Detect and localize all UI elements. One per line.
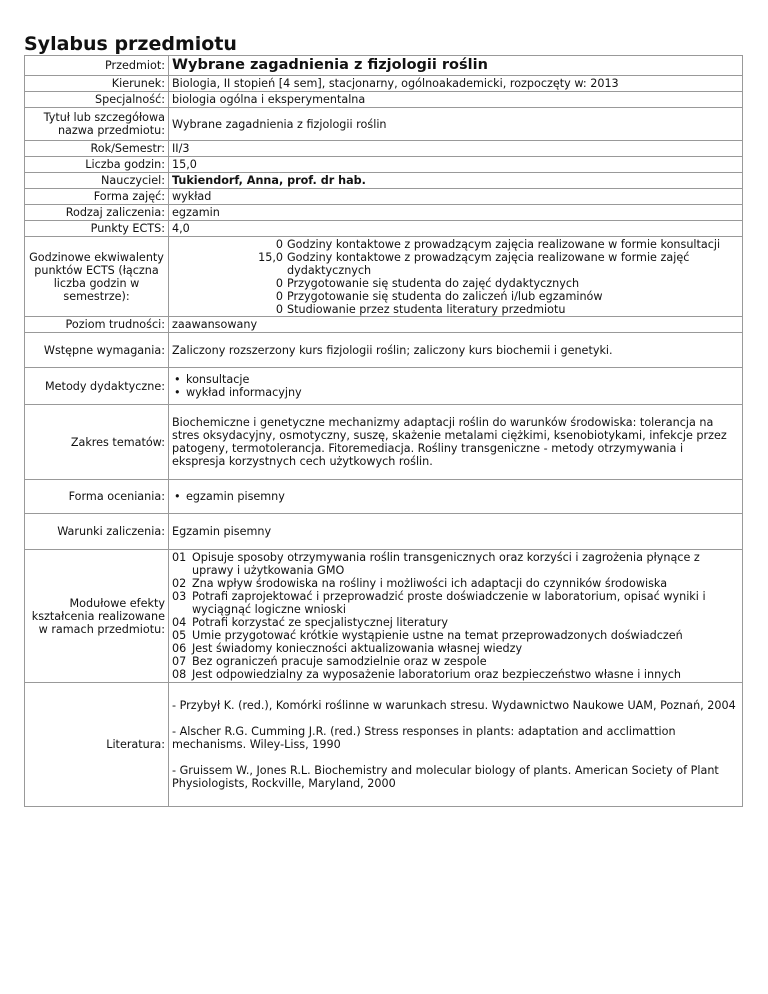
row-godziny: [25, 237, 743, 317]
value-metody: [169, 368, 743, 405]
label-przedmiot: Przedmiot:: [25, 56, 169, 76]
label-rodzaj-zaliczenia: Rodzaj zaliczenia:: [25, 205, 169, 221]
row-metody: [25, 368, 743, 405]
outcome-item: 04 Potrafi korzystać ze specjalistycznej literatury: [172, 616, 449, 629]
label-nauczyciel: Nauczyciel:: [25, 173, 169, 189]
label-specjalnosc: Specjalność:: [25, 92, 169, 108]
hours-item: 0 Przygotowanie się studenta do zajęć dydaktycznych: [275, 276, 580, 290]
value-godziny: [169, 237, 743, 317]
row-efekty: [25, 550, 743, 683]
value-forma-zajec: wykład: [169, 189, 743, 205]
label-efekty: Modułowe efekty kształcenia realizowane w ramach przedmiotu:: [25, 550, 169, 683]
row-forma-zajec: [25, 189, 743, 205]
hours-item: 0 Studiowanie przez studenta literatury przedmiotu: [275, 302, 566, 316]
label-poziom: Poziom trudności:: [25, 317, 169, 333]
course-title: Wybrane zagadnienia z fizjologii roślin: [169, 56, 743, 76]
value-rodzaj-zaliczenia: egzamin: [169, 205, 743, 221]
label-liczba-godzin: Liczba godzin:: [25, 157, 169, 173]
label-rok: Rok/Semestr:: [25, 141, 169, 157]
value-punkty-ects: 4,0: [169, 221, 743, 237]
row-wymagania: [25, 333, 743, 368]
row-tytul: [25, 108, 743, 141]
value-warunki: Egzamin pisemny: [169, 514, 743, 550]
hours-item: 0 Godziny kontaktowe z prowadzącym zajęcia realizowane w formie konsultacji: [275, 237, 721, 251]
outcome-item: 01 Opisuje sposoby otrzymywania roślin transgenicznych oraz korzyści i zagrożenia płynące z uprawy i użytkowania GMO: [172, 551, 700, 577]
label-forma-oceniania: Forma oceniania:: [25, 480, 169, 514]
value-forma-oceniania: [169, 480, 743, 514]
row-przedmiot: [25, 56, 743, 76]
list-item: • wykład informacyjny: [172, 386, 739, 399]
outcome-item: 03 Potrafi zaprojektować i przeprowadzić proste doświadczenie w laboratorium, opisać wyniki i wyciągnąć logiczne wnioski: [172, 590, 706, 616]
list-item: • egzamin pisemny: [172, 490, 739, 503]
label-punkty-ects: Punkty ECTS:: [25, 221, 169, 237]
row-literatura: [25, 683, 743, 807]
outcome-item: 07 Bez ograniczeń pracuje samodzielnie oraz w zespole: [172, 655, 487, 668]
value-poziom: zaawansowany: [169, 317, 743, 333]
hours-item: 15,0 Godziny kontaktowe z prowadzącym zajęcia realizowane w formie zajęć dydaktycznych: [258, 250, 690, 277]
label-literatura: Literatura:: [25, 683, 169, 807]
value-kierunek: Biologia, II stopień [4 sem], stacjonarny, ogólnoakademicki, rozpoczęty w: 2013: [169, 76, 743, 92]
label-metody: Metody dydaktyczne:: [25, 368, 169, 405]
row-poziom: [25, 317, 743, 333]
value-rok: II/3: [169, 141, 743, 157]
literature-item: - Przybył K. (red.), Komórki roślinne w warunkach stresu. Wydawnictwo Naukowe UAM, Poznań, 2004: [172, 699, 736, 712]
label-forma-zajec: Forma zajęć:: [25, 189, 169, 205]
label-godziny: Godzinowe ekwiwalenty punktów ECTS (łączna liczba godzin w semestrze):: [25, 237, 169, 317]
value-efekty: [169, 550, 743, 683]
outcome-item: 05 Umie przygotować krótkie wystąpienie ustne na temat przeprowadzonych doświadczeń: [172, 629, 683, 642]
row-kierunek: [25, 76, 743, 92]
row-zakres: [25, 405, 743, 480]
value-liczba-godzin: 15,0: [169, 157, 743, 173]
literature-item: - Gruissem W., Jones R.L. Biochemistry and molecular biology of plants. American Society of Plant Physiologists, Rockville, Maryland, 2000: [172, 764, 719, 790]
literature-item: - Alscher R.G. Cumming J.R. (red.) Stress responses in plants: adaptation and acclimattion mechanisms. Wiley-Liss, 1990: [172, 725, 676, 751]
list-item: • konsultacje: [172, 373, 739, 386]
row-specjalnosc: [25, 92, 743, 108]
label-wymagania: Wstępne wymagania:: [25, 333, 169, 368]
row-rok: [25, 141, 743, 157]
outcome-item: 06 Jest świadomy konieczności aktualizowania własnej wiedzy: [172, 642, 523, 655]
label-kierunek: Kierunek:: [25, 76, 169, 92]
row-nauczyciel: [25, 173, 743, 189]
hours-item: 0 Przygotowanie się studenta do zaliczeń i/lub egzaminów: [275, 289, 603, 303]
outcome-item: 02 Zna wpływ środowiska na rośliny i możliwości ich adaptacji do czynników środowiska: [172, 577, 668, 590]
value-literatura: [169, 683, 743, 807]
label-warunki: Warunki zaliczenia:: [25, 514, 169, 550]
row-punkty-ects: [25, 221, 743, 237]
value-wymagania: Zaliczony rozszerzony kurs fizjologii roślin; zaliczony kurs biochemii i genetyki.: [169, 333, 743, 368]
outcome-item: 08 Jest odpowiedzialny za wyposażenie laboratorium oraz bezpieczeństwo własne i innych: [172, 668, 682, 681]
value-zakres: Biochemiczne i genetyczne mechanizmy adaptacji roślin do warunków środowiska: tolerancja na stres oksydacyjny, osmotyczny, suszę, skażenie metalami ciężkimi, ksenobiotykami, infekcje przez patogeny, termotolerancja. Fitoremediacja. Rośliny transgeniczne - metody otrzymywania i ekspresja korzystnych cech użytkowych roślin.: [169, 405, 743, 480]
row-warunki: [25, 514, 743, 550]
row-forma-oceniania: [25, 480, 743, 514]
value-specjalnosc: biologia ogólna i eksperymentalna: [169, 92, 743, 108]
row-rodzaj-zaliczenia: [25, 205, 743, 221]
value-nauczyciel: Tukiendorf, Anna, prof. dr hab.: [169, 173, 743, 189]
label-tytul: Tytuł lub szczegółowa nazwa przedmiotu:: [25, 108, 169, 141]
row-liczba-godzin: [25, 157, 743, 173]
value-tytul: Wybrane zagadnienia z fizjologii roślin: [169, 108, 743, 141]
label-zakres: Zakres tematów:: [25, 405, 169, 480]
syllabus-table: [24, 55, 743, 807]
page-title: Sylabus przedmiotu: [24, 33, 237, 55]
